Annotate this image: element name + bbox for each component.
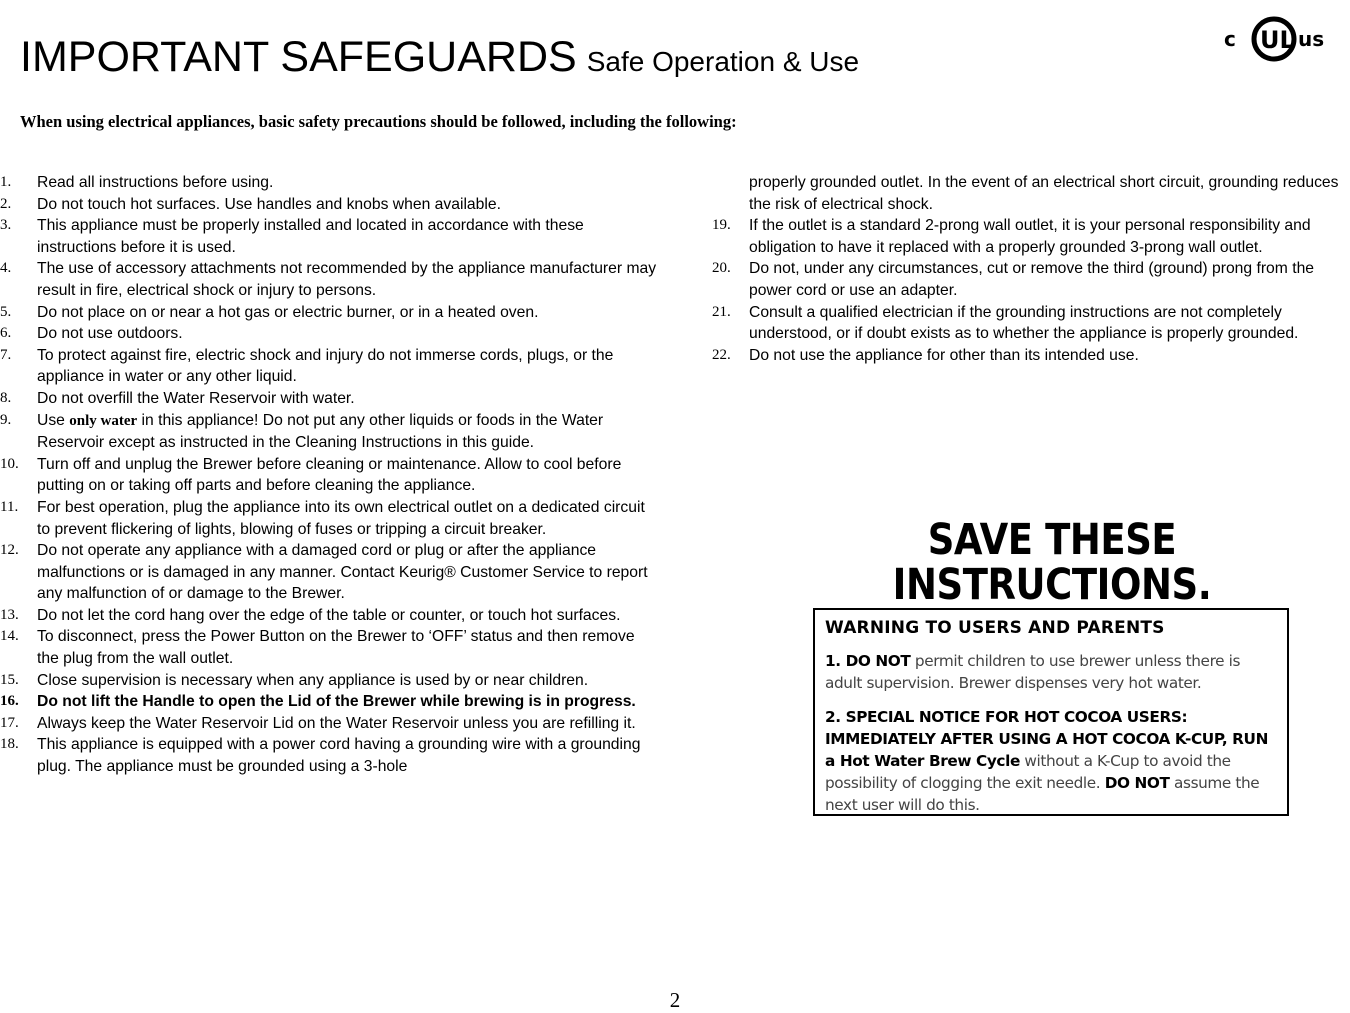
list-item: 12. Do not operate any appliance with a damaged cord or plug or after the appliance malfunctions or is damaged in any manner. Contact Keurig® Customer Service to report any malfunction of or damage to the Brewer. <box>0 542 648 603</box>
list-item: 21. Consult a qualified electrician if the grounding instructions are not completely understood, or if doubt exists as to whether the appliance is properly grounded. <box>712 303 1299 343</box>
warning-title: WARNING TO USERS AND PARENTS <box>825 618 1165 638</box>
list-item: 7. To protect against fire, electric shock and injury do not immerse cords, plugs, or the appliance in water or any other liquid. <box>0 346 614 386</box>
warning-item-1: 1. DO NOT permit children to use brewer unless there is adult supervision. Brewer dispenses very hot water. <box>825 652 1241 692</box>
title-suffix: Safe Operation & Use <box>586 46 860 77</box>
safeguards-list-left <box>0 172 660 778</box>
list-item: 17. Always keep the Water Reservoir Lid on the Water Reservoir unless you are refilling it. <box>0 714 636 732</box>
page-title <box>20 33 860 81</box>
list-item: 10. Turn off and unplug the Brewer before cleaning or maintenance. Allow to cool before putting on or taking off parts and before cleaning the appliance. <box>0 455 622 495</box>
list-item: 15. Close supervision is necessary when any appliance is used by or near children. <box>0 671 589 689</box>
ul-logo-c: c <box>1224 27 1236 51</box>
list-item: 4. The use of accessory attachments not recommended by the appliance manufacturer may result in fire, electrical shock or injury to persons. <box>0 260 657 299</box>
title-main: IMPORTANT SAFEGUARDS <box>20 33 577 81</box>
warning-box <box>813 608 1289 816</box>
list-item: 9. Use only water in this appliance! Do not put any other liquids or foods in the Water Reservoir except as instructed in the Cleaning Instructions in this guide. <box>0 411 604 452</box>
list-item: 11. For best operation, plug the appliance into its own electrical outlet on a dedicated circuit to prevent flickering of lights, blowing of fuses or tripping a circuit breaker. <box>0 498 645 538</box>
list-item: 20. Do not, under any circumstances, cut or remove the third (ground) prong from the power cord or use an adapter. <box>712 260 1315 299</box>
list-item-bold: 16. Do not lift the Handle to open the Lid of the Brewer while brewing is in progress. <box>0 693 636 711</box>
ul-logo-us: us <box>1298 27 1325 51</box>
warning-item-2: 2. SPECIAL NOTICE FOR HOT COCOA USERS: IMMEDIATELY AFTER USING A HOT COCOA K-CUP, RUN a Hot Water Brew Cycle without a K-Cup to avoid the possibility of clogging the exit needle. DO NOT assume the next user will do this. <box>825 708 1268 814</box>
ul-logo-mark: UL <box>1260 26 1295 54</box>
list-item: 22. Do not use the appliance for other than its intended use. <box>712 346 1139 364</box>
ul-certification-logo <box>1222 14 1330 64</box>
only-water-emphasis: only water <box>69 412 138 429</box>
list-item: 19. If the outlet is a standard 2-prong wall outlet, it is your personal responsibility and obligation to have it replaced with a properly grounded 3-prong wall outlet. <box>712 217 1311 256</box>
safeguards-list-right <box>712 172 1350 366</box>
list-item: 2. Do not touch hot surfaces. Use handles and knobs when available. <box>0 195 501 213</box>
list-item: 5. Do not place on or near a hot gas or electric burner, or in a heated oven. <box>0 303 539 321</box>
list-item: 1. Read all instructions before using. <box>0 174 274 191</box>
list-item: 8. Do not overfill the Water Reservoir with water. <box>0 389 355 407</box>
list-item: 6. Do not use outdoors. <box>0 325 183 343</box>
list-item: 14. To disconnect, press the Power Button on the Brewer to ‘OFF’ status and then remove the plug from the wall outlet. <box>0 628 635 668</box>
intro-statement: When using electrical appliances, basic safety precautions should be followed, including the following: <box>20 112 737 131</box>
page-number: 2 <box>669 988 681 1012</box>
list-item: 3. This appliance must be properly installed and located in accordance with these instructions before it is used. <box>0 217 584 256</box>
save-line-1: SAVE THESE <box>927 515 1177 565</box>
list-item: 13. Do not let the cord hang over the edge of the table or counter, or touch hot surfaces. <box>0 606 621 624</box>
save-line-2: INSTRUCTIONS. <box>892 560 1212 610</box>
save-instructions-heading <box>812 515 1292 610</box>
list-item: 18. This appliance is equipped with a power cord having a grounding wire with a grounding plug. The appliance must be grounded using a 3-hole <box>0 736 641 776</box>
item-18-continuation: properly grounded outlet. In the event of an electrical short circuit, grounding reduces the risk of electrical shock. <box>749 174 1339 213</box>
